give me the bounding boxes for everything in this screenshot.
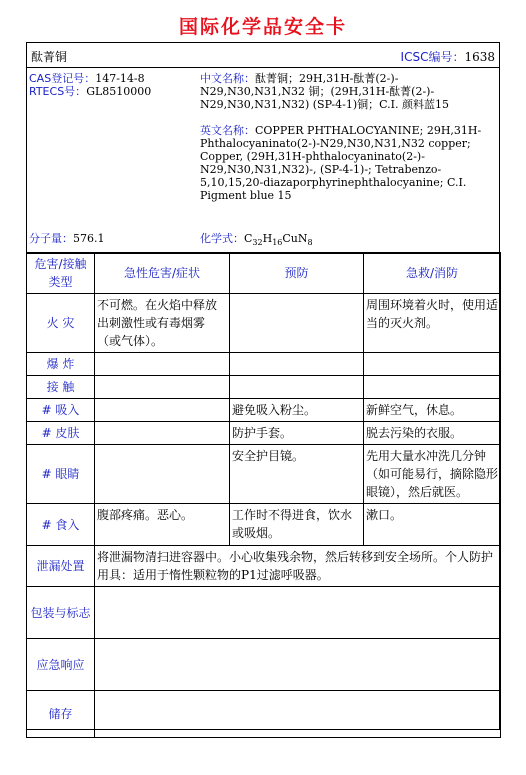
eyes-hazard <box>95 445 230 504</box>
table-row <box>27 587 501 639</box>
formula-c-count: 32 <box>252 238 263 248</box>
table-row <box>27 399 501 422</box>
formula-n-count: 8 <box>307 238 313 248</box>
hazard-table <box>26 252 501 738</box>
packaging-label: 包装与标志 <box>27 587 95 639</box>
mw-label: 分子量： <box>29 232 73 245</box>
emergency-text <box>95 639 501 691</box>
table-row <box>27 376 501 399</box>
row-type-fire: 火 灾 <box>27 294 95 353</box>
table-row <box>27 294 501 353</box>
rtecs-label: RTECS号： <box>29 85 87 98</box>
row-type-skin: # 皮肤 <box>27 422 95 445</box>
en-name-label: 英文名称： <box>200 124 255 137</box>
table-row <box>27 353 501 376</box>
fire-firstaid: 周围环境着火时，使用适当的灭火剂。 <box>364 294 501 353</box>
packaging-text <box>95 587 501 639</box>
formula-n: N <box>297 232 308 245</box>
row-type-ingestion: # 食入 <box>27 504 95 546</box>
rtecs-value: GL8510000 <box>86 85 152 98</box>
column-header-prevention: 预防 <box>230 253 364 294</box>
ingestion-hazard: 腹部疼痛。恶心。 <box>95 504 230 546</box>
explosion-prevention <box>230 353 364 376</box>
storage-text <box>95 691 501 738</box>
spill-label: 泄漏处置 <box>27 546 95 587</box>
eyes-prevention: 安全护目镜。 <box>230 445 364 504</box>
en-name-value: COPPER PHTHALOCYANINE; 29H,31H-Phthalocyaninato(2-)-N29,N30,N31,N32 copper; Copper, (29H,31H-phthalocyaninato(2-)-N29,N30,N31,N32)-, (SP-4-1)-; Tetrabenzo-5,10,15,20-diazaporphyrinephthalocyanine; C.I. Pigment blue 15 <box>200 124 482 202</box>
cn-name-value: 酞菁铜；29H,31H-酞菁(2-)-N29,N30,N31,N32 铜；(29H,31H-酞菁(2-)-N29,N30,N31,N32) (SP-4-1)铜；C.I. 颜料蓝15 <box>200 72 449 111</box>
fire-prevention <box>230 294 364 353</box>
column-header-firstaid: 急救/消防 <box>364 253 501 294</box>
safety-card <box>26 42 500 730</box>
column-header-hazard: 急性危害/症状 <box>95 253 230 294</box>
table-row <box>27 639 501 691</box>
row-type-exposure: 接 触 <box>27 376 95 399</box>
registry-numbers <box>29 72 199 98</box>
cas-label: CAS登记号： <box>29 72 96 85</box>
cn-name-label: 中文名称： <box>200 72 255 85</box>
inhalation-firstaid: 新鲜空气，休息。 <box>364 399 501 422</box>
row-type-explosion: 爆 炸 <box>27 353 95 376</box>
explosion-hazard <box>95 353 230 376</box>
chemical-names <box>200 72 496 202</box>
emergency-label: 应急响应 <box>27 639 95 691</box>
exposure-firstaid <box>364 376 501 399</box>
table-row <box>27 691 501 738</box>
formula-cu: Cu <box>282 232 298 245</box>
ingestion-firstaid: 漱口。 <box>364 504 501 546</box>
mw-value: 576.1 <box>73 232 105 245</box>
icsc-number <box>401 48 495 65</box>
skin-hazard <box>95 422 230 445</box>
table-row <box>27 445 501 504</box>
inhalation-prevention: 避免吸入粉尘。 <box>230 399 364 422</box>
identification-section <box>27 68 499 254</box>
table-row <box>27 504 501 546</box>
icsc-value: 1638 <box>464 50 495 64</box>
card-title: 国际化学品安全卡 <box>178 16 347 38</box>
chemical-formula <box>200 232 313 249</box>
table-header-row <box>27 253 501 294</box>
cas-value: 147-14-8 <box>95 72 145 85</box>
icsc-label: ICSC编号： <box>400 50 465 64</box>
ingestion-prevention: 工作时不得进食，饮水或吸烟。 <box>230 504 364 546</box>
eyes-firstaid: 先用大量水冲洗几分钟（如可能易行，摘除隐形眼镜），然后就医。 <box>364 445 501 504</box>
formula-h: H <box>262 232 273 245</box>
explosion-firstaid <box>364 353 501 376</box>
row-type-eyes: # 眼睛 <box>27 445 95 504</box>
formula-h-count: 16 <box>272 238 283 248</box>
table-row <box>27 422 501 445</box>
inhalation-hazard <box>95 399 230 422</box>
column-header-type: 危害/接触类型 <box>27 253 95 294</box>
fire-hazard: 不可燃。在火焰中释放出刺激性或有毒烟雾（或气体）。 <box>95 294 230 353</box>
exposure-prevention <box>230 376 364 399</box>
molecular-weight <box>29 232 105 245</box>
table-row <box>27 546 501 587</box>
spill-text: 将泄漏物清扫进容器中。小心收集残余物，然后转移到安全场所。个人防护用具：适用于惰性颗粒物的P1过滤呼吸器。 <box>95 546 501 587</box>
row-type-inhalation: # 吸入 <box>27 399 95 422</box>
formula-c: C <box>244 232 253 245</box>
card-header <box>27 43 499 68</box>
storage-label: 储存 <box>27 691 95 738</box>
skin-firstaid: 脱去污染的衣服。 <box>364 422 501 445</box>
exposure-hazard <box>95 376 230 399</box>
skin-prevention: 防护手套。 <box>230 422 364 445</box>
chemical-name: 酞菁铜 <box>31 50 68 64</box>
formula-label: 化学式： <box>200 232 244 245</box>
